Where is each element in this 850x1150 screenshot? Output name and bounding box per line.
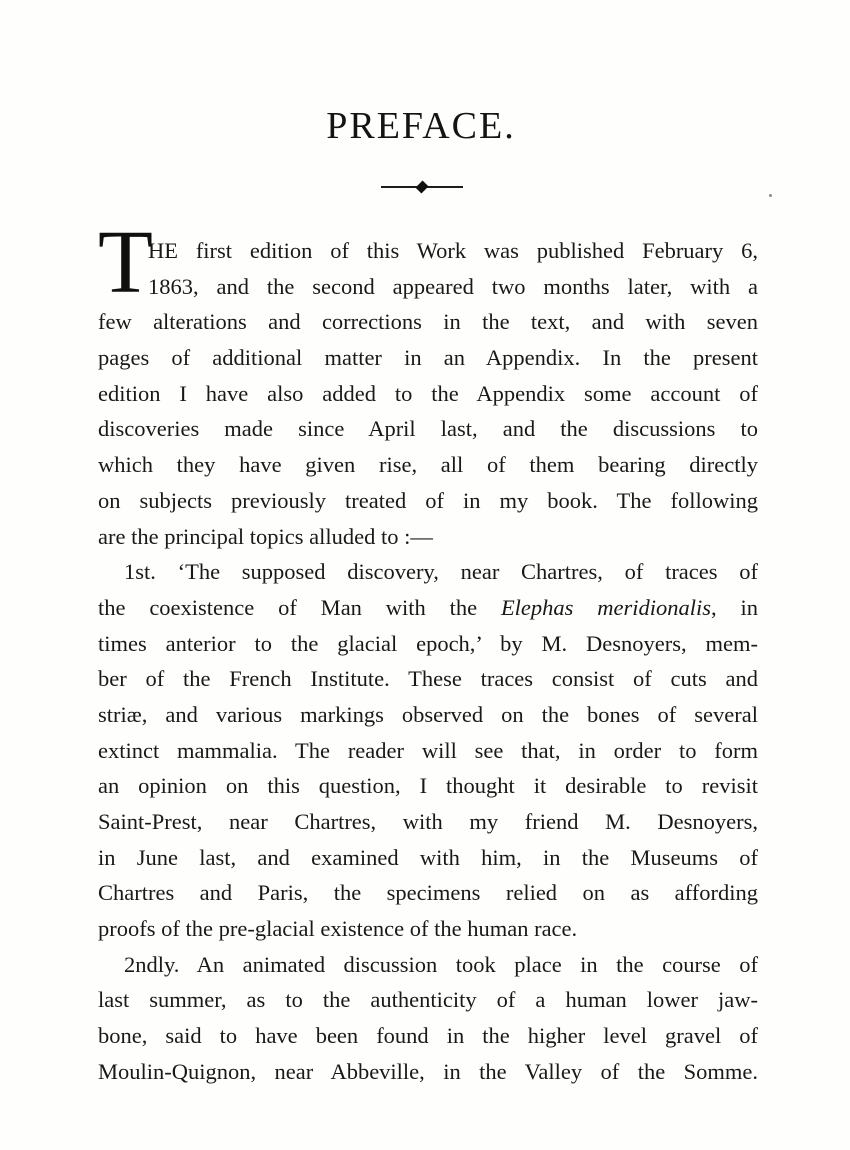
text-line: 1st. ‘The supposed discovery, near Chartres, of traces of	[124, 559, 758, 585]
divider-diamond-icon	[415, 180, 428, 193]
text-line: extinct mammalia. The reader will see that, in order to form	[98, 737, 758, 763]
text-segment: the coexistence of Man with the	[98, 594, 501, 620]
text-line: times anterior to the glacial epoch,’ by M. Desnoyers, mem-	[98, 630, 758, 656]
text-line: bone, said to have been found in the higher level gravel of	[98, 1023, 758, 1049]
text-line: ber of the French Institute. These traces consist of cuts and	[98, 666, 758, 692]
divider-rule-right	[427, 186, 463, 188]
section-divider-ornament	[381, 180, 463, 194]
text-line: pages of additional matter in an Appendix. In the present	[98, 345, 758, 371]
paragraph	[98, 554, 758, 947]
drop-cap-letter: T	[98, 213, 153, 312]
text-line: discoveries made since April last, and the discussions to	[98, 416, 758, 442]
text-line: Moulin-Quignon, near Abbeville, in the Valley of the Somme.	[98, 1058, 758, 1084]
text-line: edition I have also added to the Appendix some account of	[98, 380, 758, 406]
text-line: Chartres and Paris, the specimens relied on as affording	[98, 880, 758, 906]
text-line: HE first edition of this Work was published February 6,	[148, 238, 758, 263]
text-line: in June last, and examined with him, in the Museums of	[98, 844, 758, 870]
text-line: striæ, and various markings observed on the bones of several	[98, 701, 758, 727]
text-line: Saint-Prest, near Chartres, with my friend M. Desnoyers,	[98, 809, 758, 834]
text-line: are the principal topics alluded to :—	[98, 523, 433, 549]
scan-speck	[769, 194, 772, 197]
text-line: which they have given rise, all of them bearing directly	[98, 452, 758, 478]
text-line	[98, 590, 758, 626]
text-line: last summer, as to the authenticity of a human lower jaw-	[98, 987, 758, 1013]
text-line: proofs of the pre-glacial existence of the human race.	[98, 916, 578, 942]
text-line: few alterations and corrections in the text, and with seven	[98, 309, 758, 335]
paragraph	[98, 213, 758, 554]
divider-rule-left	[381, 186, 417, 188]
text-line: 1863, and the second appeared two months later, with a	[148, 273, 758, 299]
species-name-italic: Elephas meridionalis	[500, 594, 712, 620]
text-line: 2ndly. An animated discussion took place in the course of	[124, 951, 758, 977]
page-title: PREFACE.	[326, 105, 516, 147]
text-line: an opinion on this question, I thought it desirable to revisit	[98, 773, 758, 799]
text-line: on subjects previously treated of in my book. The following	[98, 487, 758, 513]
text-block	[98, 213, 758, 1090]
text-segment: , in	[711, 594, 758, 620]
paragraph	[98, 947, 758, 1090]
